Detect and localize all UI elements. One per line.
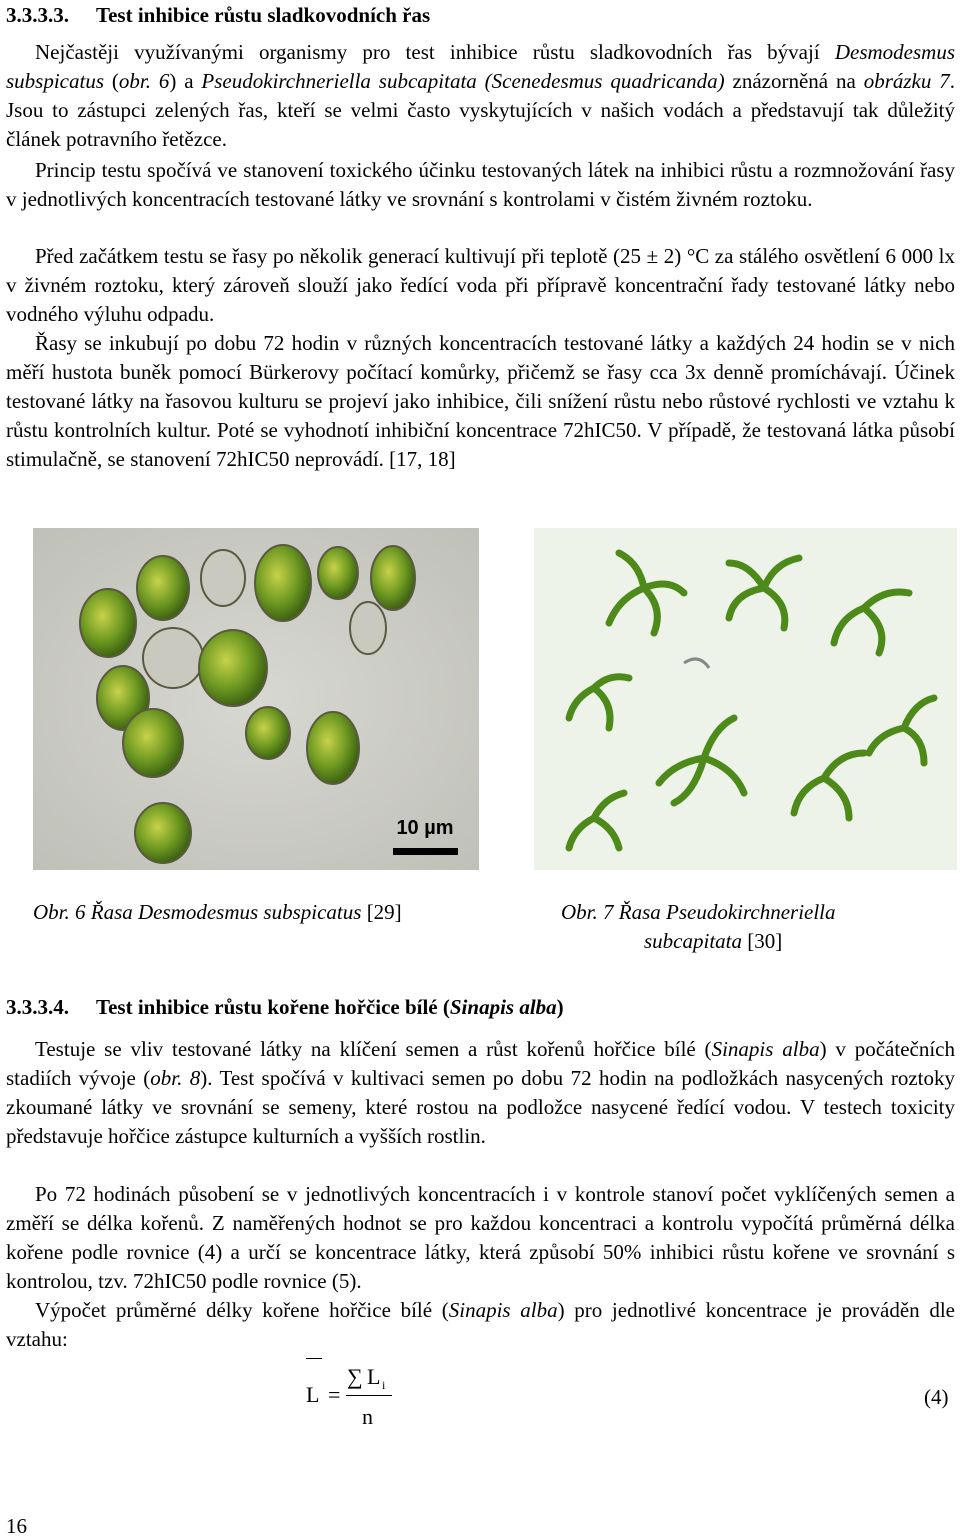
species-name: Sinapis alba [448, 1298, 558, 1322]
equation-number: (4) [924, 1385, 949, 1409]
equals-sign: = [328, 1382, 341, 1407]
fraction-bar [346, 1395, 392, 1396]
text-run: ( [104, 69, 119, 93]
text-run: Výpočet průměrné délky kořene hořčice bílé ( [35, 1298, 449, 1322]
paragraph-evaluation: Po 72 hodinách působení se v jednotlivých koncentracích i v kontrole stanoví počet vyklíčených semen a změří se délka kořenů. Z naměřených hodnot se pro každou koncentraci a kontrolu vypočítá průměrná délka kořene podle rovnice (4) a určí se koncentrace látky, která způsobí 50% inhibici růstu kořene ve srovnání s kontrolou, tzv. 72hIC50 podle rovnice (5). [6, 1182, 955, 1293]
text-run: Testuje se vliv testované látky na klíčení semen a růst kořenů hořčice bílé ( [35, 1037, 712, 1061]
text-run: ) pro jednotlivé koncentrace je prováděn dle vztahu: [6, 1298, 955, 1351]
text-run: znázorněná na [724, 69, 864, 93]
figure-ref: obr. 6 [118, 69, 170, 93]
paragraph-intro [6, 38, 955, 154]
equation-4 [300, 1360, 420, 1440]
paragraph-mustard-test [6, 1035, 955, 1151]
page-number: 16 [6, 1514, 27, 1538]
section-title: Test inhibice růstu sladkovodních řas [96, 3, 431, 27]
text-run: Nejčastěji využívanými organismy pro test inhibice růstu sladkovodních řas bývají [35, 40, 835, 64]
caption-text: Obr. 6 Řasa Desmodesmus subspicatus [33, 900, 362, 924]
section-title: Test inhibice růstu kořene hořčice bílé ( [96, 995, 450, 1019]
caption-reference: [29] [361, 900, 402, 924]
section-heading [6, 3, 430, 27]
section-number: 3.3.3.4. [6, 995, 69, 1019]
paragraph-incubation: Řasy se inkubují po dobu 72 hodin v různých koncentracích testované látky a každých 24 hodin se v nich měří hustota buněk pomocí Bürkerovy počítací komůrky, přičemž se řasy cca 3x denně promíchávají. Účinek testované látky na řasovou kulturu se projeví jako inhibice, čili snížení růstu nebo růstové rychlosti ve vztahu k růstu kontrolních kultur. Poté se vyhodnotí inhibiční koncentrace 72hIC50. V případě, že testovaná látka působí stimulačně, se stanovení 72hIC50 neprovádí. [17, 18] [6, 331, 955, 471]
figure-7-caption-line1: Obr. 7 Řasa Pseudokirchneriella [561, 900, 836, 924]
figure-ref: obr. 8 [150, 1066, 201, 1090]
species-name: Pseudokirchneriella subcapitata (Scenedesmus quadricanda) [201, 69, 725, 93]
species-name: Sinapis alba [711, 1037, 820, 1061]
figure-6-image [33, 528, 479, 870]
pseudokirchneriella-micrograph [534, 528, 957, 870]
paragraph-calculation [6, 1296, 955, 1354]
species-name: Sinapis alba [449, 995, 557, 1019]
figure-7-caption-line2 [644, 927, 782, 956]
overline [306, 1358, 322, 1359]
section-number: 3.3.3.3. [6, 3, 69, 27]
equation-lhs: L [306, 1382, 320, 1407]
figure-ref: obrázku 7 [863, 69, 950, 93]
figure-7-image [534, 528, 957, 870]
numerator-variable: L [367, 1364, 381, 1389]
species-name: Desmodesmus subspicatus [6, 40, 955, 93]
paragraph-cultivation: Před začátkem testu se řasy po několik generací kultivují při teplotě (25 ± 2) °C za stálého osvětlení 6 000 lx v živném roztoku, který zároveň slouží jako ředící voda při přípravě koncentrační řady testované látky nebo vodného výluhu odpadu. [6, 244, 955, 326]
caption-reference: [30] [742, 929, 783, 953]
caption-text: subcapitata [644, 929, 742, 953]
section-title-end: ) [556, 995, 564, 1019]
text-run: ). Test spočívá v kultivaci semen po dobu 72 hodin na podložkách nasycených roztoky zkoumané látky ve srovnání se semeny, které rostou na podložce nasycené ředící vodou. V testech toxicity představuje hořčice zástupce kulturních a vyšších rostlin. [6, 1066, 956, 1148]
sum-symbol: ∑ [347, 1364, 363, 1389]
numerator-subscript: i [382, 1378, 386, 1392]
text-run: ) v počátečních stadiích vývoje ( [6, 1037, 955, 1090]
scale-bar-label: 10 µm [396, 817, 454, 839]
desmodesmus-micrograph [33, 528, 479, 870]
section-heading [6, 995, 564, 1019]
figure-6-caption [33, 898, 402, 927]
text-run: ) a [169, 69, 202, 93]
text-run: . Jsou to zástupci zelených řas, kteří se velmi často vyskytujících v našich vodách a představují tak důležitý článek potravního řetězce. [6, 69, 955, 151]
paragraph-principle: Princip testu spočívá ve stanovení toxického účinku testovaných látek na inhibici růstu a rozmnožování řasy v jednotlivých koncentracích testované látky ve srovnání s kontrolami v čistém živném roztoku. [6, 158, 955, 211]
denominator: n [362, 1404, 373, 1429]
